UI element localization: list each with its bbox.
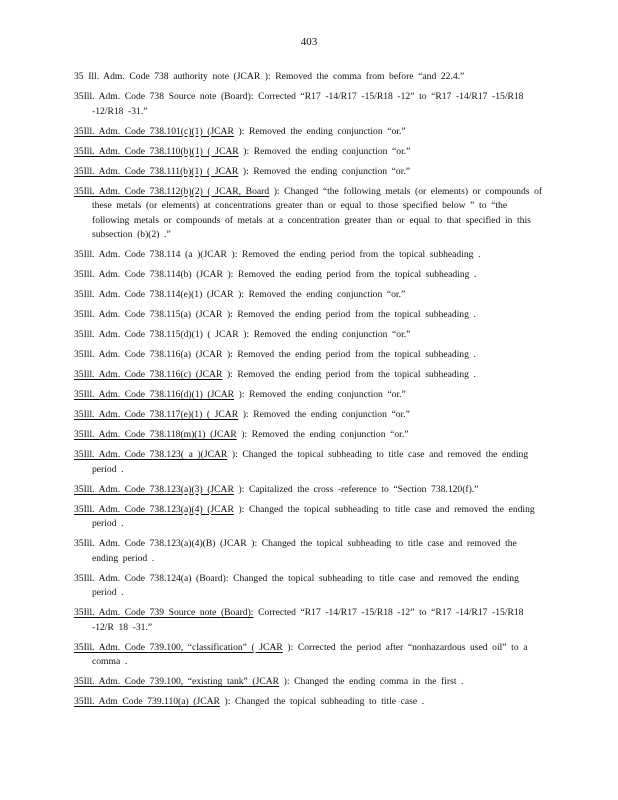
errata-entry (74, 248, 544, 263)
entry-citation: 35Ill. Adm. Code 738.115(d)(1) ( JCAR (74, 329, 239, 340)
errata-entry (74, 606, 544, 635)
errata-entry (74, 125, 544, 140)
errata-entry (74, 483, 544, 498)
entry-text: ): Capitalized the cross -reference to “Section 738.120(f).” (233, 483, 479, 495)
entry-citation: 35Ill. Adm. Code 739.100, “existing tank” (JCAR (74, 676, 280, 687)
errata-entry (74, 348, 544, 363)
entry-text: ): Removed the ending period from the topical subheading . (222, 369, 476, 380)
entry-text: ): Removed the ending conjunction “or.” (236, 429, 409, 440)
entry-citation: 35Ill. Adm. Code 738.112(b)(2) ( JCAR, Board (74, 185, 270, 197)
entry-citation: 35 Ill. Adm. Code 738 authority note (JCAR ): (74, 71, 271, 82)
entry-citation: 35Ill. Adm. Code 739 Source note (Board): (74, 607, 254, 618)
entry-citation: 35Ill. Adm Code 739.110(a) (JCAR (74, 696, 220, 707)
entry-text: ): Changed “the following metals (or elements) or compounds of these metals (or elements) at concentrations greater than or equal to those specified below ” to “the following metals or compounds of metals at a concentration greater than or equal to that specified in this subsection (b)(2) .” (92, 185, 543, 240)
entry-text: Removed the comma from before “and 22.4.” (270, 71, 465, 82)
entry-text: ): Changed the topical subheading to title case and removed the ending period . (92, 449, 529, 475)
errata-entry (74, 368, 544, 383)
entry-citation: 35Ill. Adm. Code 738.114(e)(1) (JCAR (74, 289, 234, 300)
errata-entry (74, 288, 544, 303)
entry-citation: 35Ill. Adm. Code 738.117(e)(1) ( JCAR (74, 409, 239, 420)
errata-entry (74, 503, 544, 532)
entry-citation: 35Ill. Adm. Code 738.116(c) (JCAR (74, 369, 223, 380)
entry-text: ): Removed the ending conjunction “or.” (238, 165, 411, 177)
entry-citation: 35Ill. Adm. Code 738.116(a) (JCAR (74, 349, 223, 360)
entry-text: ): Removed the ending conjunction “or.” (233, 289, 406, 300)
entry-text: Changed the topical subheading to title case and removed the ending period . (92, 572, 519, 598)
errata-entry (74, 675, 544, 690)
entry-text: ): Changed the topical subheading to title case and removed the ending period . (92, 503, 535, 529)
errata-entry (74, 428, 544, 443)
entry-citation: 35Ill. Adm. Code 738.124(a) (Board): (74, 572, 229, 584)
entry-text: ): Removed the ending conjunction “or.” (238, 329, 411, 340)
entry-citation: 35Ill. Adm. Code 738.115(a) (JCAR (74, 309, 223, 320)
entry-citation: 35Ill. Adm. Code 738.118(m)(1) (JCAR (74, 429, 237, 440)
entry-text: ): Removed the ending period from the topical subheading . (222, 309, 476, 320)
errata-entry (74, 408, 544, 423)
entry-citation: 35Ill. Adm. Code 738.110(b)(1) ( JCAR (74, 145, 239, 157)
errata-entry (74, 537, 544, 566)
errata-entry (74, 268, 544, 283)
entry-text: ): Changed the ending comma in the first . (279, 676, 464, 687)
entry-citation: 35Ill. Adm. Code 738.101(c)(1) (JCAR (74, 125, 234, 137)
entry-text: ): Removed the ending conjunction “or.” (238, 145, 411, 157)
entry-citation: 35Ill. Adm. Code 738.123(a)(4)(B) (JCAR (74, 538, 247, 549)
errata-entry (74, 90, 544, 119)
entry-text: ): Removed the ending conjunction “or.” (234, 389, 406, 400)
errata-entry (74, 388, 544, 403)
errata-entry (74, 185, 544, 243)
entry-text: ): Removed the ending period from the topical subheading . (222, 269, 477, 280)
errata-entry (74, 641, 544, 670)
entry-citation: 35Ill. Adm. Code 738.123(a)(3) (JCAR (74, 483, 234, 495)
errata-entry (74, 70, 544, 85)
entry-text: Corrected “R17 -14/R17 -15/R18 -12” to “R17 -14/R17 -15/R18 -12/R18 -31.” (92, 91, 524, 117)
entry-citation: 35Ill. Adm. Code 738.116(d)(1) (JCAR (74, 389, 235, 400)
entry-text: ): Removed the ending conjunction “or.” (233, 125, 406, 137)
entry-citation: 35Ill. Adm. Code 738.123( a )(JCAR (74, 449, 228, 460)
errata-list (74, 70, 544, 715)
entry-text: ): Removed the ending period from the topical subheading . (226, 249, 481, 260)
entry-text: ): Corrected the period after “nonhazardous used oil” to a comma . (92, 641, 528, 667)
errata-entry (74, 308, 544, 323)
entry-text: ): Removed the ending conjunction “or.” (238, 409, 410, 420)
entry-citation: 35Ill. Adm. Code 738 Source note (Board): (74, 91, 254, 102)
entry-citation: 35Ill. Adm. Code 738.123(a)(4) (JCAR (74, 503, 234, 515)
errata-entry (74, 695, 544, 710)
errata-entry (74, 328, 544, 343)
errata-entry (74, 448, 544, 477)
entry-citation: 35Ill. Adm. Code 738.111(b)(1) ( JCAR (74, 165, 239, 177)
entry-citation: 35Ill. Adm. Code 739.100, “classification” ( JCAR (74, 641, 283, 653)
entry-text: ): Changed the topical subheading to title case . (219, 696, 425, 707)
entry-text: ): Changed the topical subheading to title case and removed the ending period . (92, 538, 517, 564)
page-number: 403 (300, 36, 318, 48)
errata-entry (74, 572, 544, 601)
entry-text: Corrected “R17 -14/R17 -15/R18 -12” to “R17 -14/R17 -15/R18 -12/R 18 -31.” (92, 607, 524, 633)
entry-citation: 35Ill. Adm. Code 738.114(b) (JCAR (74, 269, 223, 280)
entry-text: ): Removed the ending period from the topical subheading . (222, 349, 476, 360)
errata-entry (74, 145, 544, 160)
errata-entry (74, 165, 544, 180)
entry-citation: 35Ill. Adm. Code 738.114 (a )(JCAR (74, 249, 227, 260)
